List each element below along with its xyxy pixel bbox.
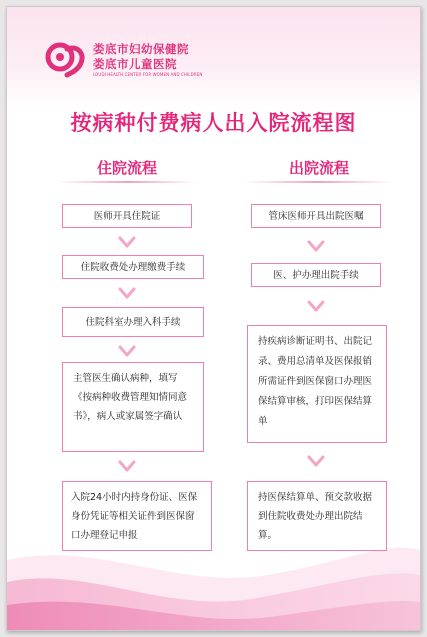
poster <box>6 6 421 631</box>
arrow-down-icon <box>307 239 325 253</box>
admission-step-5: 入院24小时内持身份证、医保身份凭证等相关证件到医保窗口办理登记申报 <box>62 481 212 551</box>
admission-step-3: 住院科室办理入科手续 <box>62 307 204 337</box>
discharge-heading: 出院流程 <box>288 159 349 177</box>
arrow-down-icon <box>118 286 136 300</box>
page-title: 按病种付费病人出入院流程图 <box>70 111 357 135</box>
discharge-step-1: 管床医师开具出院医嘱 <box>251 204 381 228</box>
admission-step-4: 主管医生确认病种，填写《按病种收费管理知情同意书》，病人或家属签字确认 <box>62 362 204 452</box>
discharge-heading-underline <box>243 181 393 183</box>
hospital-name-line2: 娄底市儿童医院 <box>93 57 177 71</box>
hospital-logo <box>45 39 215 79</box>
admission-heading-underline <box>57 181 197 183</box>
hospital-name-line1: 娄底市妇幼保健院 <box>93 42 189 56</box>
arrow-down-icon <box>118 344 136 358</box>
discharge-step-2: 医、护办理出院手续 <box>251 263 381 287</box>
arrow-down-icon <box>307 454 325 468</box>
hospital-emblem-icon <box>45 39 85 79</box>
arrow-down-icon <box>118 235 136 249</box>
admission-step-2: 住院收费处办理缴费手续 <box>62 255 204 279</box>
arrow-down-icon <box>307 299 325 313</box>
discharge-step-3: 持疾病诊断证明书、出院记录、费用总清单及医保报销所需证件到医保窗口办理医保结算审核，打印医保结算单 <box>247 325 387 443</box>
admission-heading: 住院流程 <box>96 159 157 177</box>
discharge-step-4: 持医保结算单、预交款收据到住院收费处办理出院结算。 <box>247 481 387 551</box>
hospital-name-english: LOUDI HEALTH CENTER FOR WOMEN AND CHILDREN <box>93 72 203 77</box>
admission-step-1: 医师开具住院证 <box>62 204 192 228</box>
arrow-down-icon <box>118 459 136 473</box>
